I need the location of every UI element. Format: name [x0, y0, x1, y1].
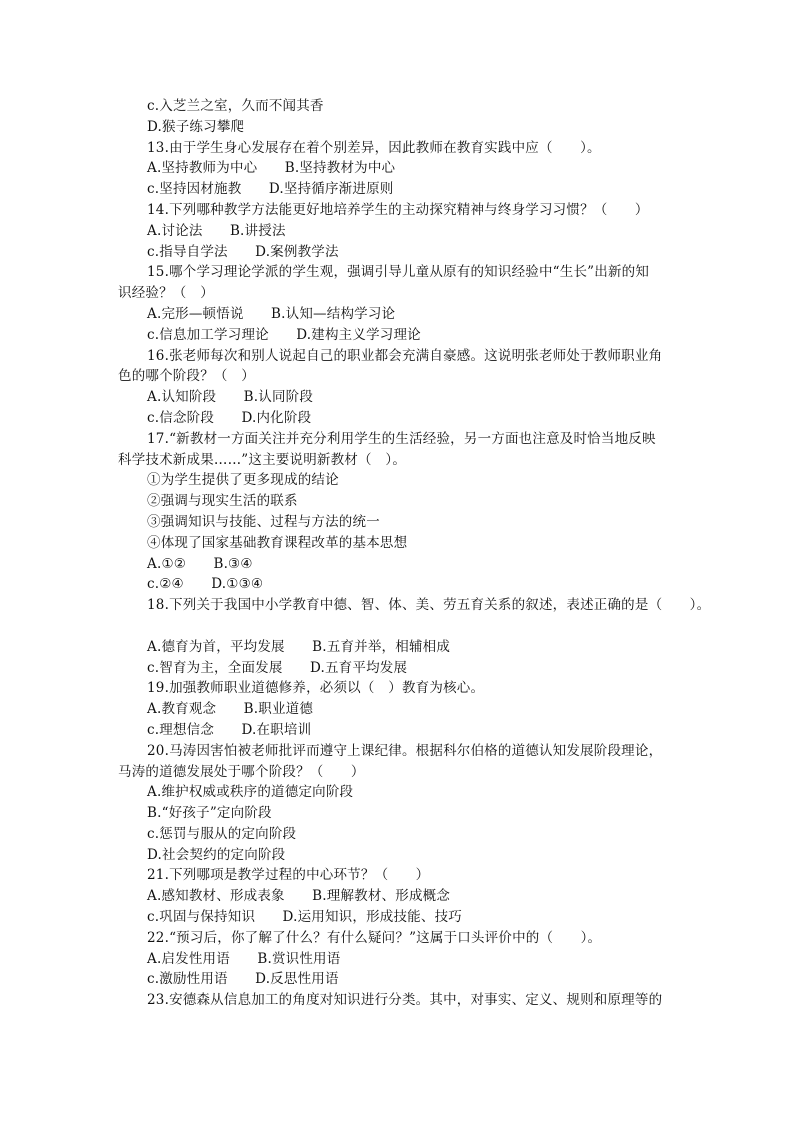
answer-option: A.德育为首，平均发展 B.五育并举，相辅相成	[147, 638, 451, 655]
answer-option: c.惩罚与服从的定向阶段	[147, 825, 297, 842]
answer-option: A.讨论法 B.讲授法	[147, 222, 286, 239]
question-continuation: 马涛的道德发展处于哪个阶段？（ ）	[118, 763, 365, 780]
question-text: 21.下列哪项是教学过程的中心环节？（ ）	[147, 867, 430, 884]
answer-option: c.信念阶段 D.内化阶段	[147, 409, 312, 426]
answer-option: A.维护权威或秩序的道德定向阶段	[147, 784, 354, 801]
question-text: 23.安德森从信息加工的角度对知识进行分类。其中，对事实、定义、规则和原理等的	[147, 992, 663, 1009]
answer-option: ④体现了国家基础教育课程改革的基本思想	[147, 534, 408, 551]
answer-option: c.坚持因材施教 D.坚持循序渐进原则	[147, 181, 394, 198]
answer-option: D.猴子练习攀爬	[147, 118, 245, 135]
question-text: 13.由于学生身心发展存在着个别差异，因此教师在教育实践中应（ ）。	[147, 139, 601, 156]
question-continuation: 科学技术新成果……”这主要说明新教材（ ）。	[118, 451, 407, 468]
answer-option: B.“好孩子”定向阶段	[147, 805, 272, 822]
answer-option: A.认知阶段 B.认同阶段	[147, 389, 314, 406]
question-text: 16.张老师每次和别人说起自己的职业都会充满自豪感。这说明张老师处于教师职业角	[147, 347, 663, 364]
answer-option: A.启发性用语 B.赏识性用语	[147, 950, 341, 967]
question-continuation: 识经验？（ ）	[118, 285, 214, 302]
question-text: 17.“新教材一方面关注并充分利用学生的生活经验，另一方面也注意及时恰当地反映	[147, 430, 656, 447]
answer-option: A.完形—顿悟说 B.认知—结构学习论	[147, 305, 396, 322]
answer-option: c.入芝兰之室，久而不闻其香	[147, 98, 324, 114]
answer-option: A.①② B.③④	[147, 555, 253, 572]
answer-option: c.信息加工学习理论 D.建构主义学习理论	[147, 326, 421, 343]
answer-option: D.社会契约的定向阶段	[147, 846, 286, 863]
question-text: 14.下列哪种教学方法能更好地培养学生的主动探究精神与终身学习习惯？（ ）	[147, 201, 649, 218]
answer-option: c.指导自学法 D.案例教学法	[147, 243, 339, 260]
question-text: 20.马涛因害怕被老师批评而遵守上课纪律。根据科尔伯格的道德认知发展阶段理论，	[147, 742, 663, 759]
answer-option: c.智育为主，全面发展 D.五育平均发展	[147, 659, 408, 676]
question-text: 15.哪个学习理论学派的学生观，强调引导儿童从原有的知识经验中“生长”出新的知	[147, 264, 650, 281]
exam-content	[0, 96, 794, 1011]
answer-option: ②强调与现实生活的联系	[147, 493, 298, 510]
answer-option: c.②④ D.①③④	[147, 576, 264, 593]
answer-option: c.巩固与保持知识 D.运用知识，形成技能、技巧	[147, 909, 462, 926]
question-text: 18.下列关于我国中小学教育中德、智、体、美、劳五育关系的叙述，表述正确的是（ ）。	[147, 597, 711, 614]
blank-line	[0, 616, 794, 637]
answer-option: c.激励性用语 D.反思性用语	[147, 971, 339, 988]
answer-option: A.教育观念 B.职业道德	[147, 701, 314, 718]
question-text: 22.“预习后，你了解了什么？有什么疑问？”这属于口头评价中的（ ）。	[147, 929, 602, 946]
question-continuation: 色的哪个阶段？（ ）	[118, 368, 255, 385]
answer-option: ①为学生提供了更多现成的结论	[147, 472, 339, 489]
answer-option: c.理想信念 D.在职培训	[147, 721, 312, 738]
answer-option: A.感知教材、形成表象 B.理解教材、形成概念	[147, 888, 451, 905]
answer-option: A.坚持教师为中心 B.坚持教材为中心	[147, 160, 396, 177]
answer-option: ③强调知识与技能、过程与方法的统一	[147, 513, 380, 530]
question-text: 19.加强教师职业道德修养，必须以（ ）教育为核心。	[147, 680, 485, 697]
